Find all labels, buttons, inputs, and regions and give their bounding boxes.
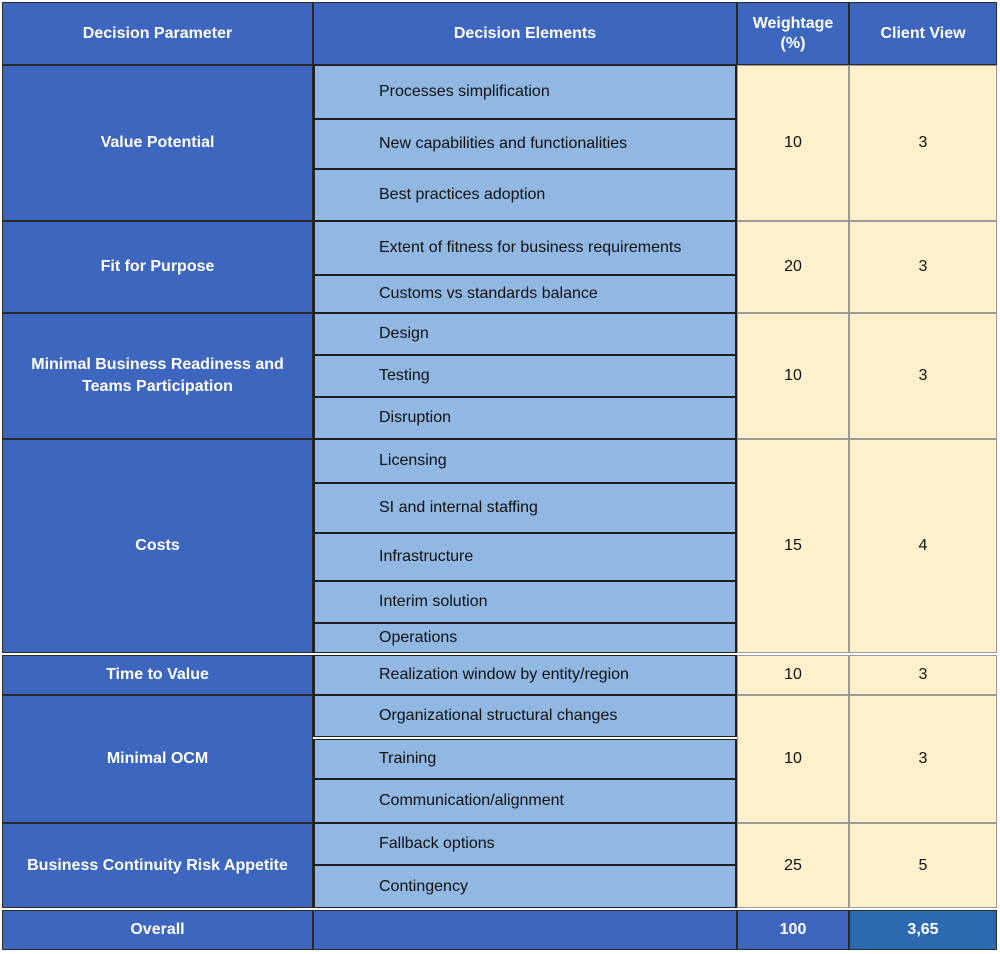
weight-fit-for-purpose: 20: [737, 221, 849, 313]
weight-time-to-value: 10: [737, 655, 849, 695]
element-communication-alignment: Communication/alignment: [313, 779, 737, 823]
header-decision-parameter: Decision Parameter: [2, 2, 313, 65]
client-view-minimal-business-readiness: 3: [849, 313, 997, 439]
element-si-internal-staffing: SI and internal staffing: [313, 483, 737, 533]
parameter-business-continuity: Business Continuity Risk Appetite: [2, 823, 313, 908]
client-view-time-to-value: 3: [849, 655, 997, 695]
overall-client-view: 3,65: [849, 910, 997, 950]
weight-minimal-ocm: 10: [737, 695, 849, 823]
header-weightage: Weightage (%): [737, 2, 849, 65]
parameter-time-to-value: Time to Value: [2, 655, 313, 695]
weight-value-potential: 10: [737, 65, 849, 221]
element-fallback-options: Fallback options: [313, 823, 737, 865]
parameter-minimal-business-readiness: Minimal Business Readiness and Teams Participation: [2, 313, 313, 439]
weight-minimal-business-readiness: 10: [737, 313, 849, 439]
overall-label: Overall: [2, 910, 313, 950]
element-organizational-changes: Organizational structural changes: [313, 695, 737, 737]
parameter-value-potential: Value Potential: [2, 65, 313, 221]
client-view-business-continuity: 5: [849, 823, 997, 908]
element-licensing: Licensing: [313, 439, 737, 483]
element-processes-simplification: Processes simplification: [313, 65, 737, 119]
client-view-fit-for-purpose: 3: [849, 221, 997, 313]
element-realization-window: Realization window by entity/region: [313, 655, 737, 695]
element-new-capabilities: New capabilities and functionalities: [313, 119, 737, 169]
client-view-minimal-ocm: 3: [849, 695, 997, 823]
parameter-costs: Costs: [2, 439, 313, 653]
weight-business-continuity: 25: [737, 823, 849, 908]
header-client-view: Client View: [849, 2, 997, 65]
element-disruption: Disruption: [313, 397, 737, 439]
element-extent-of-fitness: Extent of fitness for business requirements: [313, 221, 737, 275]
element-testing: Testing: [313, 355, 737, 397]
element-customs-vs-standards: Customs vs standards balance: [313, 275, 737, 313]
client-view-value-potential: 3: [849, 65, 997, 221]
parameter-fit-for-purpose: Fit for Purpose: [2, 221, 313, 313]
weight-costs: 15: [737, 439, 849, 653]
element-training: Training: [313, 739, 737, 779]
element-best-practices: Best practices adoption: [313, 169, 737, 221]
parameter-minimal-ocm: Minimal OCM: [2, 695, 313, 823]
overall-elements-empty: [313, 910, 737, 950]
overall-weight: 100: [737, 910, 849, 950]
element-operations: Operations: [313, 623, 737, 653]
element-design: Design: [313, 313, 737, 355]
element-interim-solution: Interim solution: [313, 581, 737, 623]
client-view-costs: 4: [849, 439, 997, 653]
header-decision-elements: Decision Elements: [313, 2, 737, 65]
element-contingency: Contingency: [313, 865, 737, 908]
element-infrastructure: Infrastructure: [313, 533, 737, 581]
